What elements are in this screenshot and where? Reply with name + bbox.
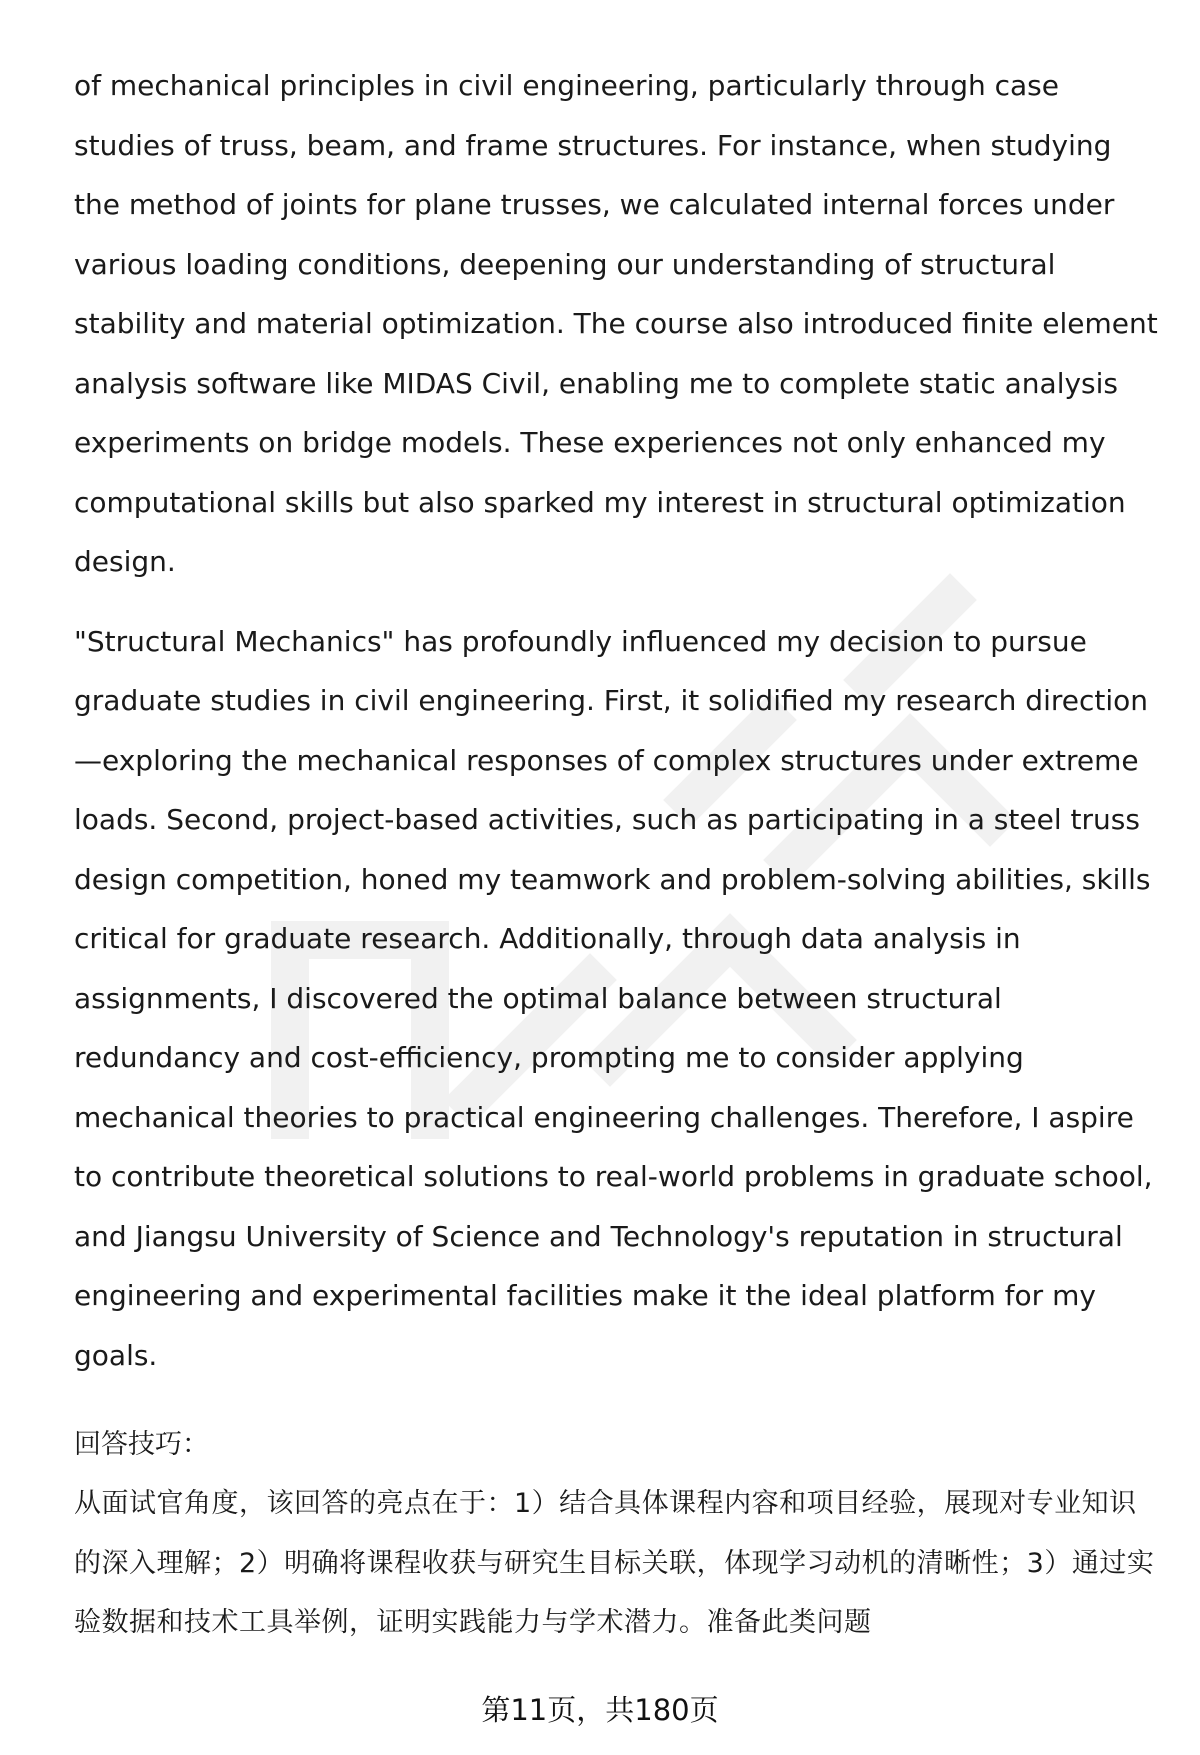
document-content (74, 56, 1164, 1653)
page-number-footer: 第11页，共180页 (481, 1693, 719, 1727)
tips-heading: 回答技巧： (74, 1429, 209, 1460)
body-paragraph-1: of mechanical principles in civil engineering, particularly through case studies of truss, beam, and frame structures. For instance, when studying the method of joints for plane trusses, we calculated internal forces under various loading conditions, deepening our understanding of structural stability and material optimization. The course also introduced finite element analysis software like MIDAS Civil, enabling me to complete static analysis experiments on bridge models. These experiences not only enhanced my computational skills but also sparked my interest in structural optimization design. (74, 69, 1158, 578)
tips-paragraph: 从面试官角度，该回答的亮点在于：1）结合具体课程内容和项目经验，展现对专业知识的深入理解；2）明确将课程收获与研究生目标关联，体现学习动机的清晰性；3）通过实验数据和技术工具举例，证明实践能力与学术潜力。准备此类问题 (74, 1488, 1155, 1638)
body-paragraph-2: "Structural Mechanics" has profoundly influenced my decision to pursue graduate studies in civil engineering. First, it solidified my research direction—exploring the mechanical responses of complex structures under extreme loads. Second, project-based activities, such as participating in a steel truss design competition, honed my teamwork and problem-solving abilities, skills critical for graduate research. Additionally, through data analysis in assignments, I discovered the optimal balance between structural redundancy and cost-efficiency, prompting me to consider applying mechanical theories to practical engineering challenges. Therefore, I aspire to contribute theoretical solutions to real-world problems in graduate school, and Jiangsu University of Science and Technology's reputation in structural engineering and experimental facilities make it the ideal platform for my goals. (74, 624, 1153, 1372)
